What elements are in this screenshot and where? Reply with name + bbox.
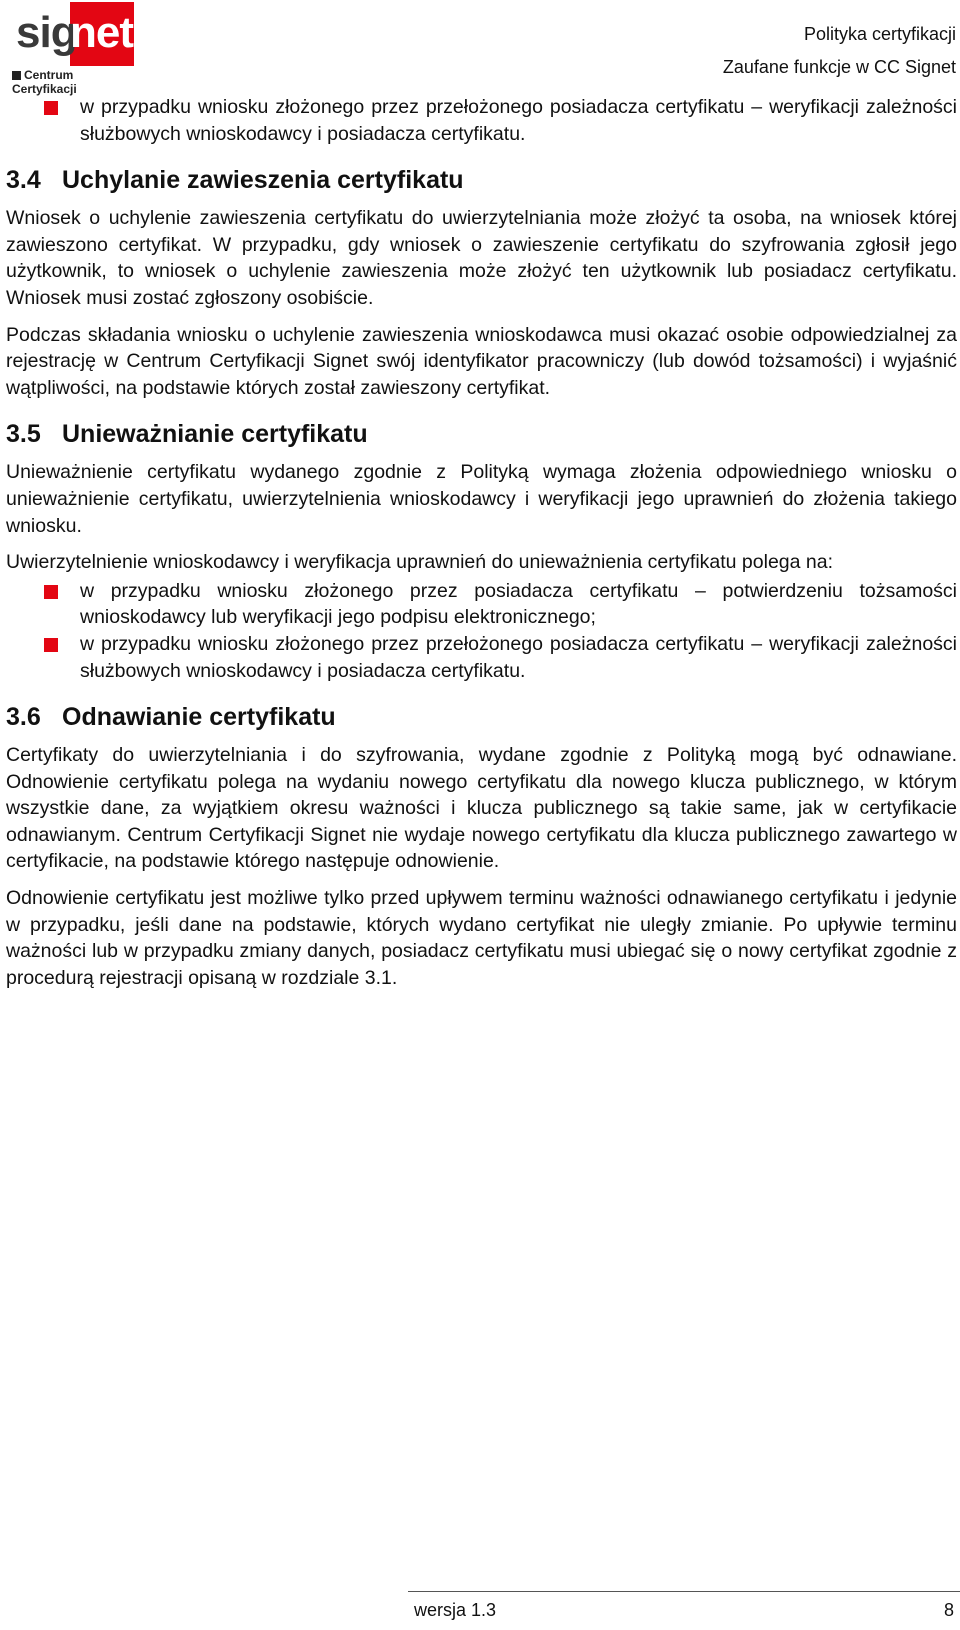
document-body bbox=[6, 94, 957, 1001]
list-item-text: w przypadku wniosku złożonego przez posiadacza certyfikatu – potwierdzeniu tożsamości wnioskodawcy lub weryfikacji jego podpisu elektronicznego; bbox=[80, 579, 957, 629]
paragraph: Unieważnienie certyfikatu wydanego zgodnie z Polityką wymaga złożenia odpowiedniego wniosku o unieważnienie certyfikatu, uwierzytelnienia wnioskodawcy i weryfikacji jego uprawnień do złożenia takiego wniosku. bbox=[6, 461, 957, 537]
logo-square-icon bbox=[12, 71, 21, 80]
section-heading-3-5 bbox=[6, 419, 957, 449]
bullet-list bbox=[6, 578, 957, 684]
paragraph: Certyfikaty do uwierzytelniania i do szyfrowania, wydane zgodnie z Polityką mogą być odnawiane. Odnowienie certyfikatu polega na wydaniu nowego certyfikatu dla nowego klucza publicznego, w którym wszystkie dane, za wyjątkiem okresu ważności i klucza publicznego są takie same, jak w certyfikacie odnawianym. Centrum Certyfikacji Signet nie wydaje nowego certyfikatu dla klucza publicznego zawartego w certyfikacie, na podstawie którego następuje odnowienie. bbox=[6, 744, 957, 873]
section-title: Uchylanie zawieszenia certyfikatu bbox=[62, 166, 464, 195]
list-item bbox=[6, 94, 957, 147]
page-header bbox=[0, 0, 960, 96]
section-title: Odnawianie certyfikatu bbox=[62, 703, 336, 732]
footer-version: wersja 1.3 bbox=[414, 1600, 497, 1620]
square-bullet-icon bbox=[44, 585, 58, 599]
logo-text-sig: sig bbox=[16, 8, 77, 57]
document-title: Polityka certyfikacji bbox=[803, 24, 956, 44]
square-bullet-icon bbox=[44, 638, 58, 652]
section-number: 3.6 bbox=[6, 703, 41, 732]
top-bullet-list bbox=[6, 94, 957, 147]
header-titles bbox=[723, 18, 956, 84]
list-item bbox=[6, 631, 957, 684]
section-number: 3.5 bbox=[6, 420, 41, 449]
logo-subtitle-text: Centrum Certyfikacji bbox=[12, 68, 77, 96]
section-title: Unieważnianie certyfikatu bbox=[62, 420, 368, 449]
section-heading-3-4 bbox=[6, 165, 957, 195]
logo-subtitle bbox=[12, 68, 132, 96]
list-item-text: w przypadku wniosku złożonego przez przełożonego posiadacza certyfikatu – weryfikacji zależności służbowych wnioskodawcy i posiadacza certyfikatu. bbox=[80, 632, 957, 682]
list-item-text: w przypadku wniosku złożonego przez przełożonego posiadacza certyfikatu – weryfikacji zależności służbowych wnioskodawcy i posiadacza certyfikatu. bbox=[80, 96, 957, 145]
signet-logo bbox=[8, 2, 133, 96]
logo-text-net: net bbox=[70, 8, 133, 57]
page-number: 8 bbox=[943, 1600, 954, 1620]
footer-divider bbox=[408, 1591, 960, 1592]
section-heading-3-6 bbox=[6, 702, 957, 732]
list-item bbox=[6, 578, 957, 631]
square-bullet-icon bbox=[44, 101, 58, 115]
paragraph: Odnowienie certyfikatu jest możliwe tylko przed upływem terminu ważności odnawianego certyfikatu i jedynie w przypadku, jeśli dane na podstawie, których wydano certyfikat nie uległy zmianie. Po upływie terminu ważności lub w przypadku zmiany danych, posiadacz certyfikatu musi ubiegać się o nowy certyfikat zgodnie z procedurą rejestracji opisaną w rozdziale 3.1. bbox=[6, 887, 957, 989]
paragraph: Wniosek o uchylenie zawieszenia certyfikatu do uwierzytelniania może złożyć ta osoba, na wniosek której zawieszono certyfikat. W przypadku, gdy wniosek o zawieszenie certyfikatu do szyfrowania zgłosił jego użytkownik, to wniosek o uchylenie zawieszenia może złożyć ten użytkownik lub posiadacz certyfikatu. Wniosek musi zostać zgłoszony osobiście. bbox=[6, 207, 957, 309]
paragraph: Uwierzytelnienie wnioskodawcy i weryfikacja uprawnień do unieważnienia certyfikatu polega na: bbox=[6, 551, 834, 574]
document-subtitle: Zaufane funkcje w CC Signet bbox=[722, 57, 956, 77]
section-number: 3.4 bbox=[6, 166, 41, 195]
paragraph: Podczas składania wniosku o uchylenie zawieszenia wnioskodawca musi okazać osobie odpowiedzialnej za rejestrację w Centrum Certyfikacji Signet swój identyfikator pracowniczy (lub dowód tożsamości) i wyjaśnić wątpliwości, na podstawie których został zawieszony certyfikat. bbox=[6, 323, 957, 399]
